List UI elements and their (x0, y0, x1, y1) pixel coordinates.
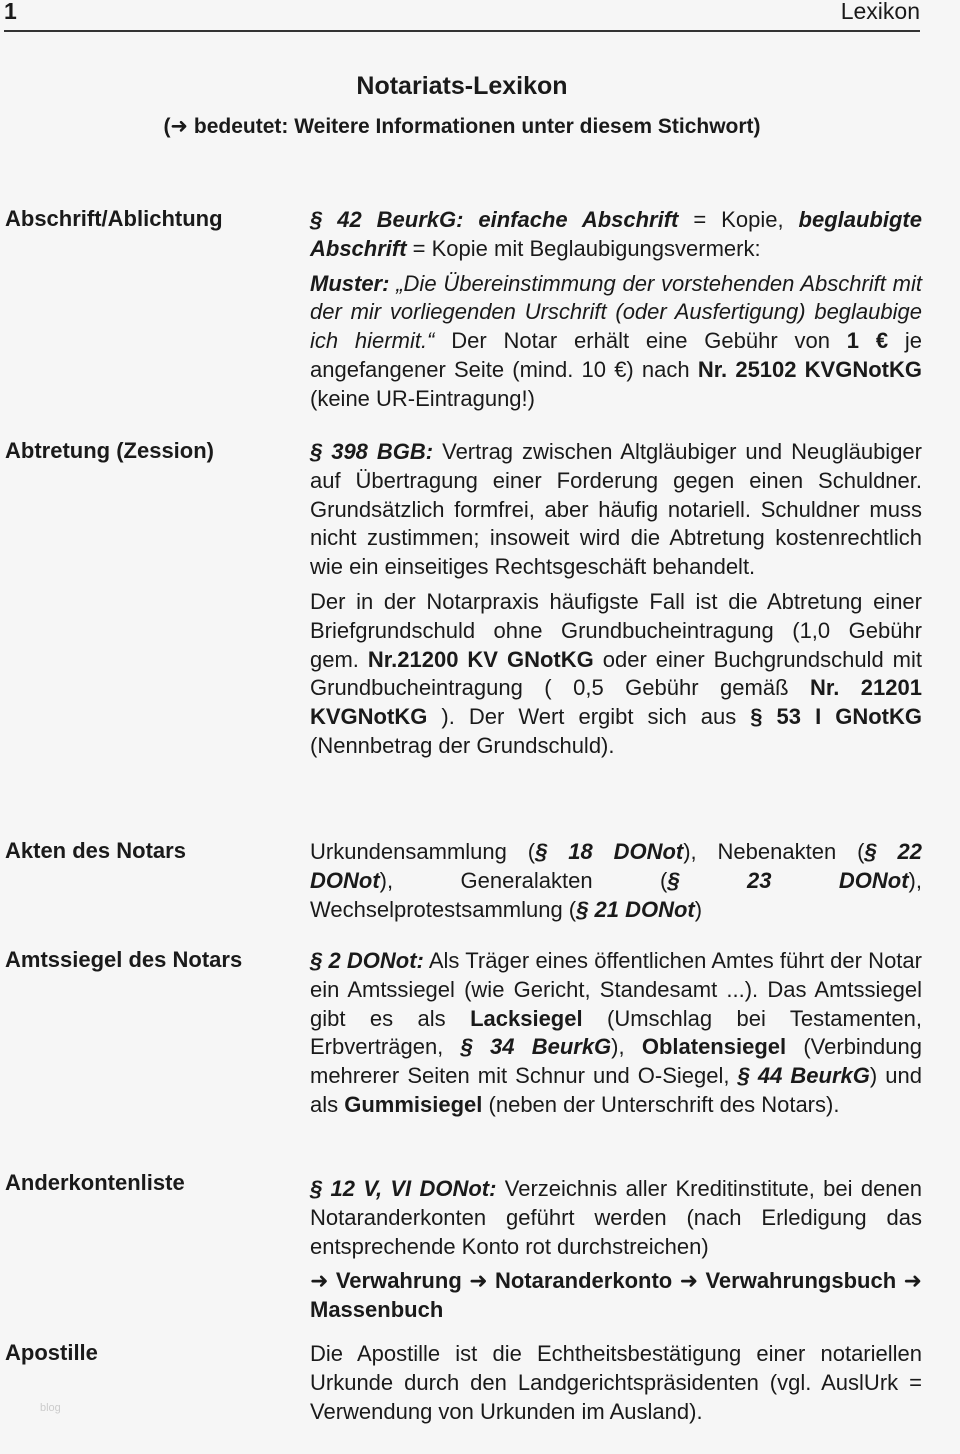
quote: „Die Übereinstimmung der vorstehenden Abschrift mit der mir vorliegenden Urschrift (oder Ausfertigung) beglaubige ich hiermit.“ (310, 270, 922, 354)
legal-reference: Nr. 21201 KVGNotKG (310, 675, 922, 730)
definition-apostille (310, 1340, 922, 1432)
term-anderkontenliste: Anderkontenliste (5, 1170, 185, 1195)
legal-reference: § 21 DONot (576, 896, 695, 922)
term-amtssiegel: Amtssiegel des Notars (5, 947, 243, 972)
definition-paragraph (310, 947, 922, 1120)
text: ). Der Wert ergibt sich aus (427, 704, 751, 730)
term-highlight: beglaubigte Abschrift (310, 207, 922, 261)
legal-reference: § 18 DONot (535, 839, 684, 864)
watermark: blog (40, 1402, 61, 1414)
page-number: 1 (4, 0, 17, 24)
definition-paragraph (310, 206, 922, 264)
text: Als Träger eines öffentlichen Amtes führt der Notar ein Amtssiegel (wie Gericht, Standesamt ...). Das Amtssiegel gibt es als (310, 948, 922, 1031)
text: Der Notar erhält eine Gebühr von (434, 328, 847, 354)
definition-amtssiegel (310, 947, 922, 1126)
legal-reference: § 398 BGB: (310, 439, 434, 464)
term-akten: Akten des Notars (5, 838, 186, 863)
legal-reference: § 2 DONot: (310, 948, 424, 973)
text: Vertrag zwischen Altgläubiger und Neugläubiger auf Übertragung einer Forderung gegen einen Schuldner. Grundsätzlich formfrei, aber häufig notariell. Schuldner muss nicht zustimmen; insoweit wird die Abtretung kostenrechtlich wie ein einseitiges Rechtsgeschäft behandelt. (310, 439, 922, 580)
term-abtretung: Abtretung (Zession) (5, 438, 214, 463)
term-apostille: Apostille (5, 1340, 98, 1365)
text: ), (611, 1034, 642, 1060)
text: (Umschlag bei Testamenten, Erbverträgen, (310, 1005, 922, 1060)
definition-paragraph (310, 270, 922, 414)
text: ), Nebenakten ( (683, 839, 865, 864)
header-section-title: Lexikon (840, 0, 920, 24)
seal-type: Lacksiegel (470, 1005, 583, 1031)
definition-anderkontenliste (310, 1175, 922, 1331)
text: (keine UR-Eintragung!) (310, 385, 535, 411)
definition-paragraph (310, 838, 922, 924)
text: Der in der Notarpraxis häufigste Fall ist die Abtretung einer Briefgrundschuld ohne Grundbucheintragung (1,0 Gebühr gem. (310, 588, 922, 672)
definition-paragraph: Die Apostille ist die Echtheitsbestätigung einer notariellen Urkunde durch den Landgerichtspräsidenten (vgl. AuslUrk = Verwendung von Urkunden im Ausland). (310, 1341, 922, 1424)
text: ) (694, 896, 703, 922)
text: = Kopie, (678, 207, 799, 232)
legal-reference: § 34 BeurkG (460, 1034, 612, 1060)
text: (Verbindung mehrerer Seiten mit Schnur und O-Siegel, (310, 1034, 923, 1089)
header-rule (4, 30, 920, 32)
seal-type: Oblatensiegel (641, 1034, 787, 1060)
definition-paragraph (310, 588, 922, 761)
term-highlight: einfache Abschrift (478, 207, 679, 232)
legal-reference: § 42 BeurkG: (310, 207, 464, 232)
text: ) und als (310, 1063, 923, 1117)
definition-paragraph (310, 438, 922, 582)
definition-akten (310, 838, 922, 930)
amount: 1 € (846, 328, 889, 354)
legal-reference: § 23 DONot (667, 867, 909, 893)
definition-paragraph (310, 1175, 922, 1261)
definition-abtretung (310, 438, 922, 767)
definition-abschrift (310, 206, 922, 420)
label: Muster: (310, 270, 390, 296)
legal-reference: § 22 DONot (310, 839, 922, 893)
text: ), Generalakten ( (379, 867, 668, 893)
text: (Nennbetrag der Grundschuld). (310, 732, 615, 758)
text: = Kopie mit Beglaubigungsvermerk: (406, 235, 761, 261)
legal-reference: Nr. 25102 KVGNotKG (697, 356, 922, 382)
text: Urkundensammlung ( (310, 839, 536, 864)
text: ), Wechselprotestsammlung ( (310, 867, 922, 922)
text: oder einer Buchgrundschuld mit Grundbucheintragung ( 0,5 Gebühr gemäß (310, 646, 923, 701)
text: Verzeichnis aller Kreditinstitute, bei denen Notaranderkonten geführt werden (nach Erledigung das entsprechende Konto rot durchstreichen) (310, 1176, 923, 1259)
seal-type: Gummisiegel (344, 1091, 483, 1117)
legal-reference: § 44 BeurkG (737, 1063, 870, 1089)
term-abschrift: Abschrift/Ablichtung (5, 206, 223, 231)
page-subtitle: (➜ bedeutet: Weitere Informationen unter diesem Stichwort) (163, 115, 761, 138)
legal-reference: § 53 I GNotKG (750, 704, 923, 730)
cross-references: ➜ Verwahrung ➜ Notaranderkonto ➜ Verwahrungsbuch ➜ Massenbuch (310, 1268, 922, 1323)
text: (neben der Unterschrift des Notars). (482, 1091, 840, 1117)
legal-reference: Nr.21200 KV GNotKG (367, 646, 594, 672)
legal-reference: § 12 V, VI DONot: (310, 1176, 497, 1201)
text: je angefangener Seite (mind. 10 €) nach (310, 328, 922, 382)
page-title: Notariats-Lexikon (356, 72, 568, 100)
